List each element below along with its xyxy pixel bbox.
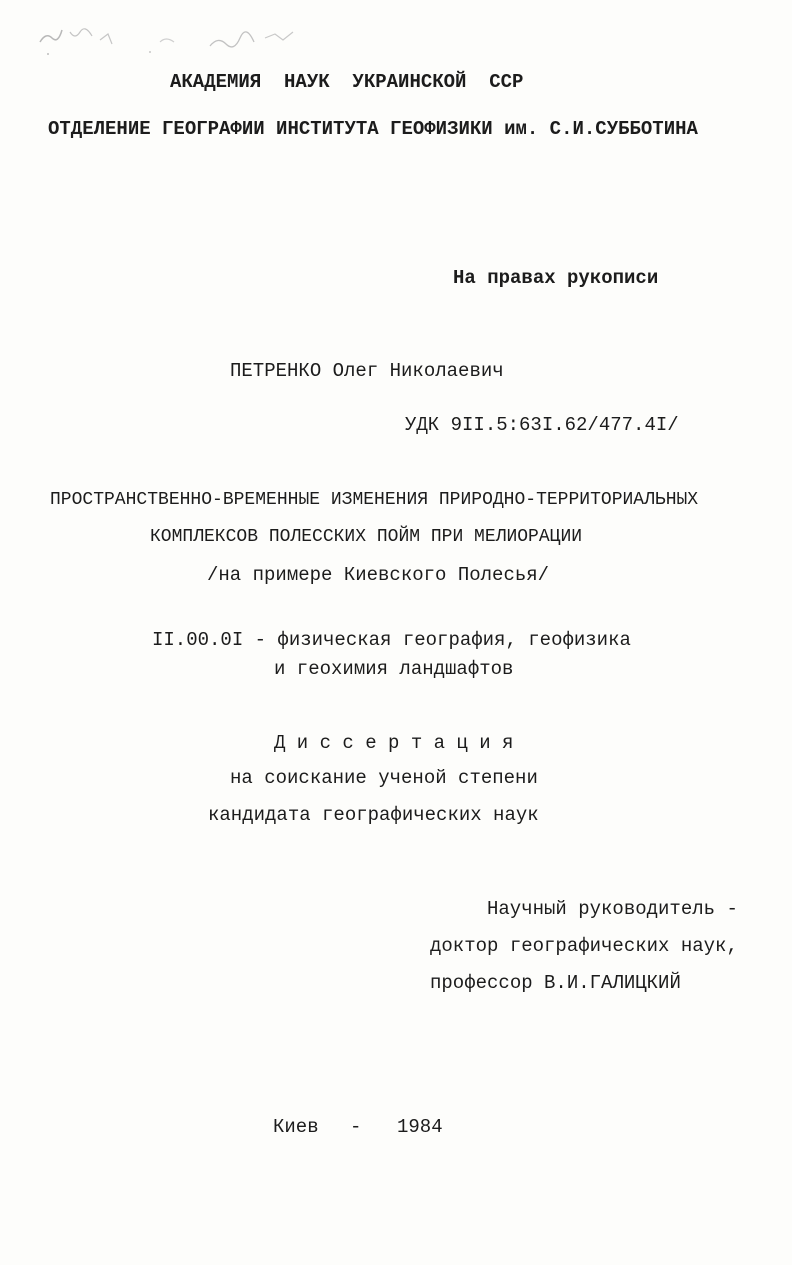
dissertation-heading: Д и с с е р т а ц и я: [274, 732, 514, 754]
supervisor-line-1: Научный руководитель -: [487, 898, 738, 920]
academy-heading: АКАДЕМИЯ НАУК УКРАИНСКОЙ ССР: [170, 71, 524, 93]
footer-dash: -: [350, 1116, 362, 1138]
specialty-line-1: II.00.0I - физическая география, геофизика: [152, 629, 631, 651]
author-name: ПЕТРЕНКО Олег Николаевич: [230, 360, 504, 382]
degree-line-2: на соискание ученой степени: [230, 767, 538, 789]
footer-year: 1984: [397, 1116, 443, 1138]
supervisor-line-2: доктор географических наук,: [430, 935, 738, 957]
department-heading: ОТДЕЛЕНИЕ ГЕОГРАФИИ ИНСТИТУТА ГЕОФИЗИКИ им. С.И.СУББОТИНА: [48, 118, 698, 140]
faded-handwriting-mark: [30, 12, 310, 62]
title-line-2: КОМПЛЕКСОВ ПОЛЕССКИХ ПОЙМ ПРИ МЕЛИОРАЦИИ: [150, 527, 583, 547]
title-line-3: /на примере Киевского Полесья/: [207, 564, 550, 586]
supervisor-line-3: профессор В.И.ГАЛИЦКИЙ: [430, 972, 681, 994]
specialty-line-2: и геохимия ландшафтов: [274, 658, 514, 680]
footer-city: Киев: [273, 1116, 319, 1138]
rights-notice: На правах рукописи: [453, 267, 659, 289]
title-line-1: ПРОСТРАНСТВЕННО-ВРЕМЕННЫЕ ИЗМЕНЕНИЯ ПРИРОДНО-ТЕРРИТОРИАЛЬНЫХ: [50, 490, 699, 510]
degree-line-3: кандидата географических наук: [208, 804, 539, 826]
udc-code: УДК 9II.5:63I.62/477.4I/: [405, 414, 679, 436]
